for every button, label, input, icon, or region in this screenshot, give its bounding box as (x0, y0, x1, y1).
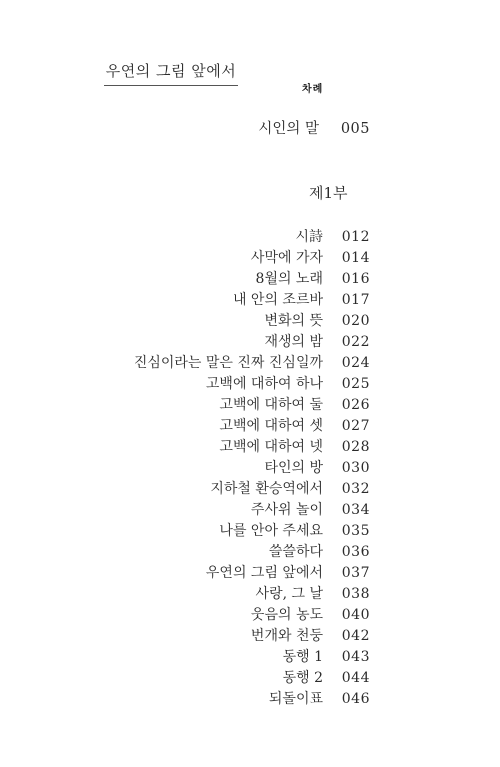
toc-entry (256, 270, 370, 288)
toc-entry-page: 035 (341, 523, 370, 539)
toc-entry (233, 291, 370, 309)
toc-entry (251, 606, 370, 624)
toc-entry-title: 쓸쓸하다 (268, 544, 323, 560)
toc-entry-page: 028 (341, 439, 370, 455)
toc-entry (295, 228, 370, 246)
toc-entry (206, 375, 370, 393)
toc-entry (219, 396, 370, 414)
toc-entry-title: 고백에 대하여 셋 (219, 418, 323, 434)
toc-entry (264, 312, 370, 330)
toc-entry-preface (258, 120, 370, 138)
toc-entry-page: 020 (341, 313, 370, 329)
toc-entry-title: 번개와 천둥 (250, 628, 323, 644)
toc-entry (251, 501, 370, 519)
toc-entry (264, 459, 370, 477)
toc-entry-page: 025 (341, 376, 370, 392)
toc-entry (251, 249, 370, 267)
toc-entry-title: 우연의 그림 앞에서 (205, 565, 323, 581)
toc-entry-page: 036 (341, 544, 370, 560)
toc-entry (264, 333, 370, 351)
toc-entry-title: 내 안의 조르바 (232, 292, 323, 308)
toc-entry-title: 타인의 방 (264, 460, 323, 476)
contents-heading: 차례 (302, 84, 324, 95)
toc-entry (219, 438, 370, 456)
toc-entry-page: 027 (341, 418, 370, 434)
toc-entry (134, 354, 370, 372)
toc-entry-title: 고백에 대하여 하나 (205, 376, 323, 392)
toc-entry-page: 030 (341, 460, 370, 476)
toc-entry-title: 주사위 놀이 (250, 502, 323, 518)
toc-entry (256, 585, 370, 603)
toc-entry (283, 669, 370, 687)
toc-entry-title: 시인의 말 (258, 121, 319, 137)
toc-entry-title: 재생의 밤 (264, 334, 323, 350)
toc-entry-page: 032 (341, 481, 370, 497)
toc-entry (210, 480, 370, 498)
toc-entry (219, 417, 370, 435)
toc-entry (283, 648, 370, 666)
toc-entry-page: 026 (341, 397, 370, 413)
toc-entry-title: 8월의 노래 (255, 271, 323, 287)
toc-entry-page: 037 (341, 565, 370, 581)
toc-entry-page: 017 (341, 292, 370, 308)
toc-entry-page: 024 (341, 355, 370, 371)
toc-entry-page: 038 (341, 586, 370, 602)
toc-entry-page: 022 (341, 334, 370, 350)
toc-entry-title: 웃음의 농도 (250, 607, 323, 623)
toc-entry-page: 016 (341, 271, 370, 287)
toc-entry-page: 040 (341, 607, 370, 623)
toc-entry (269, 690, 370, 708)
toc-entry-title: 지하철 환승역에서 (210, 481, 323, 497)
toc-entry-title: 사막에 가자 (250, 250, 323, 266)
toc-entry-page: 046 (341, 691, 370, 707)
toc-entry-title: 사랑, 그 날 (255, 586, 323, 602)
toc-entry-title: 변화의 뜻 (264, 313, 323, 329)
toc-entry (251, 627, 370, 645)
toc-entry-title: 동행 1 (282, 649, 323, 665)
toc-entry-title: 진심이라는 말은 진짜 진심일까 (133, 355, 323, 371)
toc-entry-title: 고백에 대하여 넷 (219, 439, 323, 455)
part-title: 제1부 (309, 184, 348, 202)
toc-entry-page: 044 (341, 670, 370, 686)
toc-entry-title: 고백에 대하여 둘 (219, 397, 323, 413)
toc-entry-page: 042 (341, 628, 370, 644)
toc-entry (269, 543, 370, 561)
toc-entry-title: 되돌이표 (268, 691, 323, 707)
toc-entry-title: 동행 2 (282, 670, 323, 686)
toc-entry-page: 005 (340, 121, 370, 137)
toc-entry-page: 014 (341, 250, 370, 266)
toc-entry-title: 나를 안아 주세요 (219, 523, 323, 539)
toc-entry-page: 034 (341, 502, 370, 518)
title-divider (104, 85, 238, 86)
toc-entry-page: 012 (341, 229, 370, 245)
toc-entry (206, 564, 370, 582)
book-title: 우연의 그림 앞에서 (105, 62, 237, 80)
toc-entry-title: 시詩 (295, 229, 323, 245)
toc-entry-page: 043 (341, 649, 370, 665)
toc-entry (219, 522, 370, 540)
